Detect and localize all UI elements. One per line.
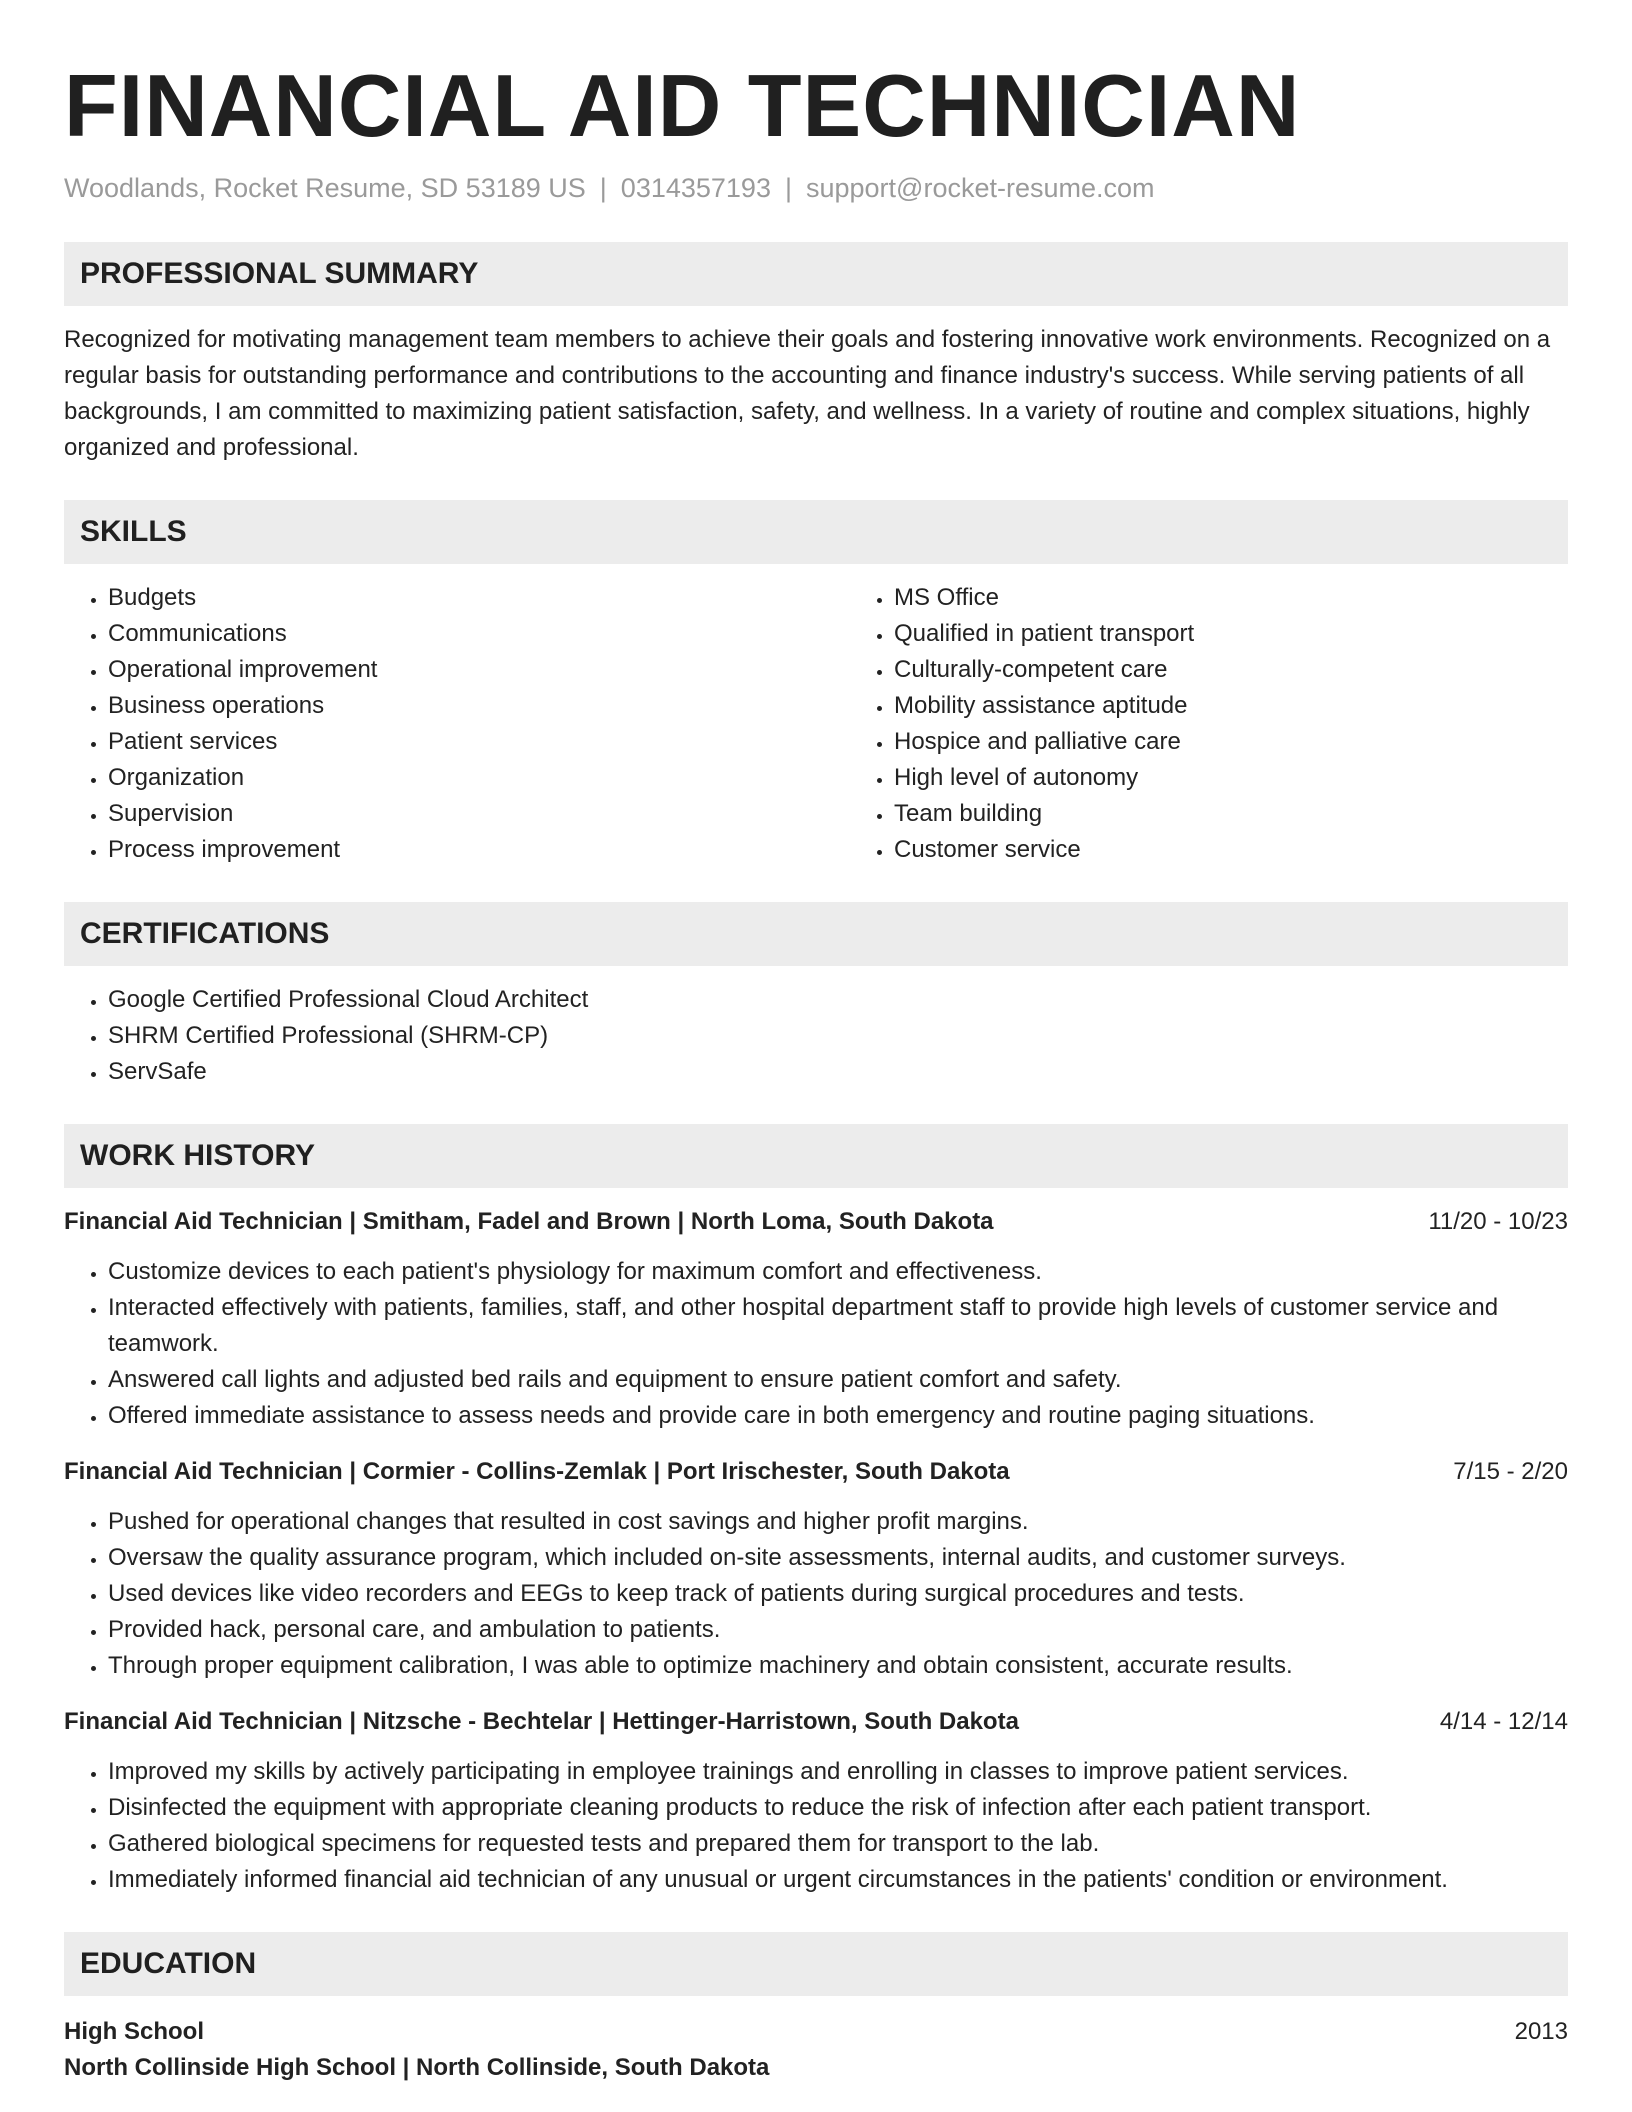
education-year: 2013 bbox=[1514, 2018, 1568, 2045]
job-entry bbox=[64, 1454, 1568, 1684]
skill-item: • Qualified in patient transport bbox=[894, 616, 1632, 652]
skill-item: • Culturally-competent care bbox=[894, 652, 1632, 688]
job-bullets bbox=[64, 1754, 1568, 1898]
skill-item: • Communications bbox=[108, 616, 850, 652]
job-bullet: • Pushed for operational changes that resulted in cost savings and higher profit margins. bbox=[108, 1504, 1568, 1540]
job-bullet: • Improved my skills by actively participating in employee trainings and enrolling in classes to improve patient services. bbox=[108, 1754, 1568, 1790]
job-dates: 4/14 - 12/14 bbox=[1439, 1708, 1568, 1735]
contact-separator: | bbox=[784, 173, 792, 203]
skills-grid bbox=[64, 564, 1568, 868]
job-header bbox=[64, 1454, 1568, 1490]
job-bullet: • Oversaw the quality assurance program, which included on-site assessments, internal audits, and customer surveys. bbox=[108, 1540, 1568, 1576]
skill-item: • Budgets bbox=[108, 580, 850, 616]
job-header bbox=[64, 1704, 1568, 1740]
contact-separator: | bbox=[599, 173, 607, 203]
job-bullet: • Disinfected the equipment with appropriate cleaning products to reduce the risk of infection after each patient transport. bbox=[108, 1790, 1568, 1826]
contact-line bbox=[64, 168, 1568, 208]
education-header bbox=[64, 2014, 1568, 2050]
job-bullet: • Offered immediate assistance to assess needs and provide care in both emergency and routine paging situations. bbox=[108, 1398, 1568, 1434]
job-bullet: • Interacted effectively with patients, families, staff, and other hospital department staff to provide high levels of customer service and teamwork. bbox=[108, 1290, 1568, 1362]
job-bullet: • Through proper equipment calibration, I was able to optimize machinery and obtain consistent, accurate results. bbox=[108, 1648, 1568, 1684]
job-bullet: • Customize devices to each patient's physiology for maximum comfort and effectiveness. bbox=[108, 1254, 1568, 1290]
skill-item: • Process improvement bbox=[108, 832, 850, 868]
education-degree: High School bbox=[64, 2018, 204, 2045]
job-title: Financial Aid Technician | Cormier - Collins-Zemlak | Port Irischester, South Dakota bbox=[64, 1458, 1010, 1485]
job-bullet: • Answered call lights and adjusted bed rails and equipment to ensure patient comfort and safety. bbox=[108, 1362, 1568, 1398]
job-header bbox=[64, 1204, 1568, 1240]
contact-email: support@rocket-resume.com bbox=[805, 173, 1155, 203]
skill-item: • High level of autonomy bbox=[894, 760, 1632, 796]
resume-page bbox=[64, 0, 1568, 2086]
job-dates: 7/15 - 2/20 bbox=[1453, 1458, 1568, 1485]
job-bullet: • Used devices like video recorders and EEGs to keep track of patients during surgical procedures and tests. bbox=[108, 1576, 1568, 1612]
certification-item: • SHRM Certified Professional (SHRM-CP) bbox=[108, 1018, 1568, 1054]
skills-list-left bbox=[64, 580, 850, 868]
skills-heading: SKILLS bbox=[64, 500, 1568, 564]
work-history-heading: WORK HISTORY bbox=[64, 1124, 1568, 1188]
skill-item: • Organization bbox=[108, 760, 850, 796]
skill-item: • MS Office bbox=[894, 580, 1632, 616]
summary-text: Recognized for motivating management team members to achieve their goals and fostering innovative work environments. Recognized on a regular basis for outstanding performance and contributions to the accounting and finance industry's success. While serving patients of all backgrounds, I am committed to maximizing patient satisfaction, safety, and wellness. In a variety of routine and complex situations, highly organized and professional. bbox=[64, 326, 1551, 461]
skill-item: • Hospice and palliative care bbox=[894, 724, 1632, 760]
skill-item: • Operational improvement bbox=[108, 652, 850, 688]
certification-item: • ServSafe bbox=[108, 1054, 1568, 1090]
contact-address: Woodlands, Rocket Resume, SD 53189 US bbox=[64, 173, 586, 203]
skill-item: • Business operations bbox=[108, 688, 850, 724]
candidate-name: FINANCIAL AID TECHNICIAN bbox=[64, 56, 1301, 155]
certifications-heading: CERTIFICATIONS bbox=[64, 902, 1568, 966]
skill-item: • Patient services bbox=[108, 724, 850, 760]
job-bullet: • Gathered biological specimens for requested tests and prepared them for transport to the lab. bbox=[108, 1826, 1568, 1862]
summary-heading: PROFESSIONAL SUMMARY bbox=[64, 242, 1568, 306]
job-entry bbox=[64, 1704, 1568, 1898]
job-bullet: • Provided hack, personal care, and ambulation to patients. bbox=[108, 1612, 1568, 1648]
certifications-list bbox=[64, 982, 1568, 1090]
skill-item: • Mobility assistance aptitude bbox=[894, 688, 1632, 724]
skill-item: • Team building bbox=[894, 796, 1632, 832]
job-title: Financial Aid Technician | Nitzsche - Bechtelar | Hettinger-Harristown, South Dakota bbox=[64, 1708, 1019, 1735]
skills-list-right bbox=[850, 580, 1632, 868]
skill-item: • Supervision bbox=[108, 796, 850, 832]
job-entry bbox=[64, 1204, 1568, 1434]
job-bullets bbox=[64, 1504, 1568, 1684]
contact-phone: 0314357193 bbox=[620, 173, 771, 203]
job-title: Financial Aid Technician | Smitham, Fadel and Brown | North Loma, South Dakota bbox=[64, 1208, 994, 1235]
job-dates: 11/20 - 10/23 bbox=[1428, 1208, 1568, 1235]
skill-item: • Customer service bbox=[894, 832, 1632, 868]
education-heading: EDUCATION bbox=[64, 1932, 1568, 1996]
job-bullet: • Immediately informed financial aid technician of any unusual or urgent circumstances in the patients' condition or environment. bbox=[108, 1862, 1568, 1898]
certification-item: • Google Certified Professional Cloud Architect bbox=[108, 982, 1568, 1018]
job-bullets bbox=[64, 1254, 1568, 1434]
education-school: North Collinside High School | North Collinside, South Dakota bbox=[64, 2054, 770, 2081]
